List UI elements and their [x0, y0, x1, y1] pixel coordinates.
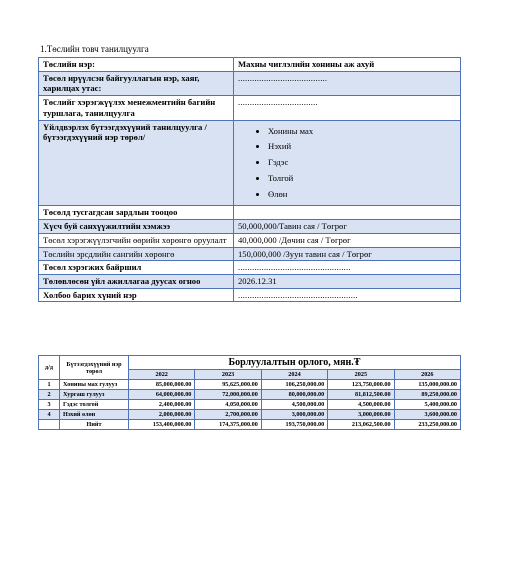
table-row	[39, 247, 461, 261]
value-cell: 5,400,000.00	[394, 400, 460, 410]
list-item: • Өлөн	[268, 189, 456, 200]
table-row	[39, 71, 461, 95]
total-cell: 193,750,000.00	[261, 420, 327, 430]
table-row	[39, 400, 461, 410]
value-cell: 2,400,000.00	[129, 400, 195, 410]
risk-fund-value: 150,000,000 /Зуун тавин сая / Төгрөг	[234, 247, 461, 261]
project-name-value: Махны чиглэлийн хонины аж ахуй	[234, 58, 461, 72]
sales-revenue-table	[38, 355, 461, 430]
value-cell: 89,250,000.00	[394, 390, 460, 400]
table-row	[39, 220, 461, 234]
column-header-product: Бүтээгдэхүүний нэр төрөл	[60, 356, 129, 380]
product-name: Хургаш гулууз	[60, 390, 129, 400]
table-row	[39, 261, 461, 275]
table-row	[39, 275, 461, 289]
value-cell: 3,000,000.00	[261, 410, 327, 420]
total-cell: 153,400,000.00	[129, 420, 195, 430]
product-name: Хонины мах гулууз	[60, 380, 129, 390]
value-cell: 4,500,000.00	[261, 400, 327, 410]
own-investment-label: Төсөл хэрэгжүүлэгчийн өөрийн хөрөнгө оруулалт	[39, 233, 234, 247]
list-item: • Гэдэс	[268, 157, 456, 168]
year-header: 2024	[261, 370, 327, 380]
value-cell: 95,625,000.00	[195, 380, 261, 390]
end-date-label: Төлөвлөсөн үйл ажиллагаа дуусах огноо	[39, 275, 234, 289]
product-name: Нэхий өлөн	[60, 410, 129, 420]
contact-value: ...................................................	[234, 288, 461, 302]
year-header: 2022	[129, 370, 195, 380]
value-cell: 123,750,000.00	[328, 380, 394, 390]
product-name: Гэдэс толгой	[60, 400, 129, 410]
section-heading: 1.Төслийн товч танилцуулга	[40, 44, 149, 54]
mgmt-label: Төслийг хэрэгжүүлэх менежментийн багийн туршлага, танилцуулга	[39, 96, 234, 120]
value-cell: 80,000,000.00	[261, 390, 327, 400]
org-value: ......................................	[234, 71, 461, 95]
row-no: 2	[39, 390, 60, 400]
value-cell: 64,000,000.00	[129, 390, 195, 400]
value-cell: 72,000,000.00	[195, 390, 261, 400]
value-cell: 2,700,000.00	[195, 410, 261, 420]
list-item: • Нэхий	[268, 141, 456, 152]
row-no	[39, 420, 60, 430]
mgmt-value: ..................................	[234, 96, 461, 120]
table-row	[39, 380, 461, 390]
row-no: 4	[39, 410, 60, 420]
own-investment-value: 40,000,000 /Дөчин сая / Төгрөг	[234, 233, 461, 247]
total-cell: 174,375,000.00	[195, 420, 261, 430]
table-row	[39, 390, 461, 400]
year-header: 2023	[195, 370, 261, 380]
end-date-value: 2026.12.31	[234, 275, 461, 289]
org-label: Төсөл ирүүлсэн байгууллагын нэр, хаяг, харилцах утас:	[39, 71, 234, 95]
location-label: Төсөл хэрэгжих байршил	[39, 261, 234, 275]
row-no: 3	[39, 400, 60, 410]
cost-label: Төсөлд тусгагдсан зардлын тооцоо	[39, 206, 234, 220]
value-cell: 4,500,000.00	[328, 400, 394, 410]
table-row	[39, 233, 461, 247]
location-value: ................................................	[234, 261, 461, 275]
total-label: Нийт	[60, 420, 129, 430]
value-cell: 4,050,000.00	[195, 400, 261, 410]
value-cell: 3,000,000.00	[328, 410, 394, 420]
table-header-row	[39, 356, 461, 370]
product-list	[238, 126, 456, 200]
row-no: 1	[39, 380, 60, 390]
table-row	[39, 96, 461, 120]
contact-label: Холбоо барих хүний нэр	[39, 288, 234, 302]
fund-value: 50,000,000/Тавин сая / Төгрөг	[234, 220, 461, 234]
sales-table-title: Борлуулалтын орлого, мян.₮	[129, 356, 461, 370]
table-header-row	[39, 58, 461, 72]
risk-fund-label: Төслийн эрсдлийн сангийн хөрөнгө	[39, 247, 234, 261]
year-header: 2025	[328, 370, 394, 380]
value-cell: 2,000,000.00	[129, 410, 195, 420]
list-item: • Хонины мах	[268, 126, 456, 137]
table-row	[39, 410, 461, 420]
fund-label: Хүсч буй санхүүжилтийн хэмжээ	[39, 220, 234, 234]
table-row	[39, 206, 461, 220]
value-cell: 3,600,000.00	[394, 410, 460, 420]
value-cell: 81,812,500.00	[328, 390, 394, 400]
table-row	[39, 288, 461, 302]
cost-value	[234, 206, 461, 220]
project-name-label: Төслийн нэр:	[39, 58, 234, 72]
products-label: Үйлдвэрлэх бүтээгдэхүүний танилцуулга /бүтээгдэхүүний нэр төрөл/	[39, 120, 234, 206]
value-cell: 85,000,000.00	[129, 380, 195, 390]
products-value	[234, 120, 461, 206]
total-cell: 213,062,500.00	[328, 420, 394, 430]
column-header-no: д/д	[39, 356, 60, 380]
list-item: • Толгой	[268, 173, 456, 184]
value-cell: 135,000,000.00	[394, 380, 460, 390]
table-row	[39, 120, 461, 206]
value-cell: 106,250,000.00	[261, 380, 327, 390]
total-row	[39, 420, 461, 430]
project-summary-table	[38, 57, 461, 302]
total-cell: 233,250,000.00	[394, 420, 460, 430]
year-header: 2026	[394, 370, 460, 380]
